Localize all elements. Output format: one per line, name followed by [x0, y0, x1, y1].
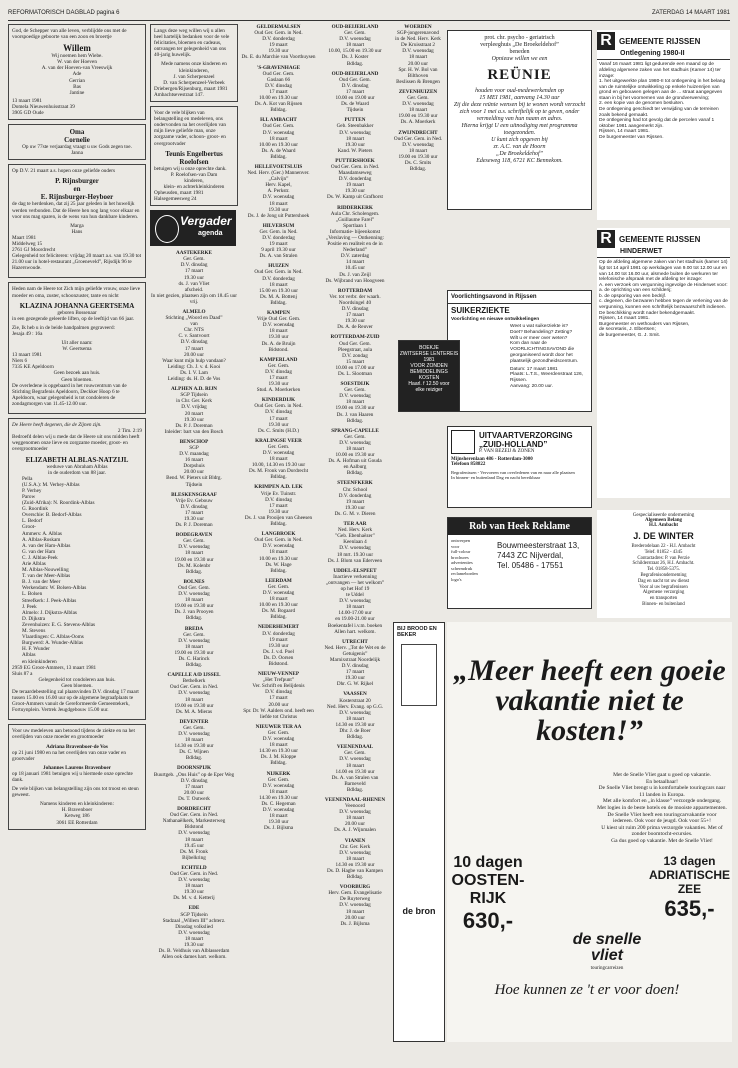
agenda-item [150, 765, 238, 802]
agenda-item-body: Ger. Gem. D.V. woensdag 18 maart 14.00 en 19.30 uur Ds. A. van Stralen van Barneveld Bdldag. [331, 750, 379, 793]
elizabeth-intro: De Heere heeft degenen, die de Zijnen zijn. [12, 422, 102, 429]
willem-say: Wij noemen hem Wiebe. [51, 53, 103, 60]
agenda-item-body: Oud Ger. Gem. D.V. woensdag 18 maart 19.00 en 19.30 uur Ds. J. van Prooyen Bdldag. [174, 584, 214, 622]
ad-de-winter [597, 510, 730, 618]
agenda-item-body: Ger. Gem. D.V. woensdag 18 maart 19.00 en 19.30 uur Ds. M. Kolenbr Bdldag. [174, 538, 214, 575]
elizabeth-age: in de ouderdom van 88 jaar. [48, 469, 106, 476]
agenda-item [241, 724, 316, 767]
dank-names: Mede namens onze kinderen en kleinkinderen, J. van Scherpenzeel D. van Scherpenzeel-Verbeek [161, 61, 227, 86]
trip2-dest: ADRIATISCHE ZEE [648, 868, 731, 896]
column-3 [241, 24, 316, 1054]
agenda-item-body: SGP D.V. maandag 16 maart Dorpshuis 20.00 uur Bend. W. Pieters uit Bldrg. Tijdsein [166, 444, 222, 488]
dank-text: Langs deze weg willen wij u allen heel hartelijk bedanken voor de vele felicitaties, bloemen en cadeaus, ontvangen ter gelegenheid van ons 40-jarig huwelijk. [154, 28, 230, 59]
agenda-item-title: VOORBURG [339, 884, 371, 891]
ad-rijnsburger [8, 164, 146, 278]
agenda-item [241, 65, 316, 114]
agenda-item-title: DOORNSPIJK [176, 765, 211, 772]
agenda-item-title: UTRECHT [342, 638, 368, 645]
agenda-item-body: Ger. Gem. D.V. woensdag 18 maart 19.00 en 19.30 uur Ds. C. Harinck Bdldag. [174, 631, 214, 669]
agenda-item-title: SPRANG-CAPELLE [331, 427, 379, 434]
gem2-sub: HINDERWET [620, 248, 663, 256]
rijssen-logo-icon: R [597, 32, 615, 50]
agenda-item-title: H.I. AMBACHT [260, 117, 297, 124]
agenda-item-body: Chr. Ger. Kerk D.V. woensdag 18 maart 14.30 en 19.30 uur Ds. D. Hagbe van Kampen Bdldag. [327, 843, 383, 881]
dank2-sign: P. Roelofsen-van Dam kinderen, klein- en achterkleinkinderen [163, 171, 225, 190]
rob-title: Rob van Heek Reklame [448, 518, 591, 535]
agenda-item-body: Oud Ger. Gem. in Ned. D.V. donderdag 19 maart 19.30 uur Ds. E. du Marchie van Voorthuysen [241, 30, 316, 61]
agenda-item-body: Ned. Herv. Kerk "Geb. Ebenhaëzer" Keenlaan 4 D.V. woensdag 18 mrt. 19.30 uur Ds. J. Blom van Ederveen [327, 527, 383, 564]
suiker-title1: Voorlichtingsavond in Rijssen [448, 291, 591, 304]
agenda-item-body: Oud Ger. Gem. D.V. woensdag 18 maart 10.00 en 19.30 uur Ds. A. de Waard Bdldag. [258, 123, 299, 160]
dank2-thanks: betuigen wij u onze oprechte dank. [154, 165, 227, 172]
willem-parents: W. van der Hoeven A. van der Hoeven-van Vreeswijk Ade Gerrian Bas Jantine [41, 59, 113, 96]
agenda-item [321, 334, 389, 377]
suiker-title2: SUIKERZIEKTE [451, 306, 510, 315]
agenda-item-title: HELLEVOETSLUIS [254, 163, 303, 170]
agenda-item-title: RIDDERKERK [337, 204, 373, 211]
book-cover-icon [401, 644, 437, 706]
agenda-item-title: VAASSEN [343, 691, 367, 698]
uitv-title: UITVAARTVERZORGING [479, 430, 573, 440]
agenda-item-title: VEENENDAAL-RHENEN [324, 796, 386, 803]
agenda-item [321, 381, 389, 424]
agenda-item [393, 130, 443, 173]
agenda-item [150, 865, 238, 902]
agenda-item [321, 117, 389, 154]
dewint-text: Brederodelaan 22 - H.I. Ambacht Telef. 01852 - 4345 Contactadres: P. van Perzie Schilderstraat 26, H.I. Ambacht. Tel. 01858-5375. Begrafenisonderneming Dag en nacht tot uw dienst Voor al uw begrafenissen Algemene verzorging en transporten Binnen- en buitenland [631, 544, 696, 607]
agenda-item-title: NEDERHEMERT [257, 624, 300, 631]
willem-date: 13 maart 1981 [12, 97, 42, 104]
agenda-item-body: Veenoord D.V. woensdag 18 maart 20.00 uur Ds. A. J. Wijnmalen [334, 803, 376, 834]
klazina-text: Zie, Ik heb u in de beide handpalmen gegraveerd: Jesaja 49 : 16a [12, 324, 115, 337]
adriana-name: Adriana Bravenboer-de Vos [46, 743, 108, 750]
elizabeth-verse: 2 Tim. 2:19 [117, 428, 142, 435]
agenda-item [241, 484, 316, 527]
trip-adriatische-zee[interactable] [647, 854, 732, 922]
rijns-kids: Marga Hans [70, 222, 84, 235]
agenda-item-title: VIANEN [344, 837, 366, 844]
uitv-sub: P. VAN BEZEIJ & ZONEN [479, 448, 535, 454]
reunie-text: houden voor oud-medewerkenden op 15 MEI 1981, aanvang 14.30 uur Zij die deze reünie wensen bij te wonen wordt verzocht zich voor 1 mei a.s. schriftelijk op te geven, onder vermelding van hun naam en adres. Hierna krijgt U een uitnodiging met programma toegezonden. U kunt zich opgeven bij zr. A.C. van de Hoorn „De Broekeldehof” Edeseweg 118, 6721 KC Bennekom. [453, 88, 586, 164]
klazina-age: in een gezegende geleerde liften, op de leeftijd van 66 jaar. [12, 315, 135, 322]
agenda-item-title: OUD-BEIJERLAND [331, 24, 379, 30]
agenda-item-title: KRALINGSE VEER [255, 437, 302, 444]
agenda-item [150, 579, 238, 622]
elizabeth-name: ELIZABETH ALBLAS-NATZIJL [25, 455, 129, 464]
ad-klazina [8, 282, 146, 414]
dank2-place: Opheusden, maart 1981 Halsegemeesweg 24 [154, 189, 204, 203]
agenda-item-title: ROTTERDAM [337, 287, 373, 294]
agenda-item-body: Oud Ger. Gem. in Ned. D.V. woensdag 18 maart 19.30 uur Ds. M. v. d. Ketterij [169, 870, 219, 902]
bijbrood-brand: de bron [402, 906, 436, 916]
ad-bravenboer [8, 724, 146, 829]
rijns-names: P. Rijnsburger en E. Rijnsburger-Heyboer [40, 177, 114, 202]
agenda-item-title: PUTTERSHOEK [335, 157, 375, 164]
agenda-item-title: ECHTELD [181, 864, 207, 871]
agenda-item-title: ZWIJNDRECHT [398, 129, 438, 136]
agenda-item [241, 438, 316, 481]
agenda-item [321, 568, 389, 635]
dewint-name: J. DE WINTER [633, 531, 694, 541]
agenda-item-body: Inactieve verkenning „ontvangen — het welkom” op het Hof 19 te Uddel D.V. woensdag 18 maart 14.00-17.00 uur en 19.00-21.00 uur Boekentafel i.v.m. boeken Allen hart. welkom. [325, 573, 385, 635]
agenda-item-body: Stichting „Woord en Daad” van Chr. NTS C. v. Santvoort D.V. dinsdag 17 maart 20.00 uur Waar kunt mijn hulp vandaan? Leiding: Ch. J. v. d. Kooi Ds. I. V. Lam Leiding: ds. H. D. de Vos [162, 315, 226, 383]
ad-uitvaartverzorging [447, 426, 592, 508]
ad-elizabeth [8, 418, 146, 720]
agenda-item [241, 771, 316, 832]
agenda-item [150, 309, 238, 382]
agenda-item-body: Ger. Gem. D.V. woensdag 18 maart 10.00, 15.00 en 19.30 uur Ds. J. Koster Bdldag. [328, 30, 382, 67]
agenda-item [321, 639, 389, 688]
klazina-more: De overledene is opgebaard in het rouwcentrum van de Stichting Begrafenis Apeldoorn, Deckker Hoop 6 te Apeldoorn, waar gelegenheid is tot condoleren de zondagmorgen van 11.45-12.00 uur. [12, 382, 127, 407]
agenda-item [150, 626, 238, 669]
header-left: REFORMATORISCH DAGBLAD pagina 6 [8, 10, 120, 16]
agenda-item-title: BENSCHOP [179, 438, 209, 445]
agenda-item-body: Bethelkerk Oud Ger. Gem. in Ned. D.V. woensdag 18 maart 19.00 en 19.30 uur Ds. M. A. Mieras [169, 678, 219, 715]
agenda-item-body: Ger. Gem. D.V. woensdag 18 maart 10.00 en 19.30 uur Ds. A. Hofman uit Gouda en Aalburg Bdldag. [328, 433, 382, 477]
agenda-item [321, 797, 389, 834]
snelle-vliet-sub: touringcarreizen [590, 966, 624, 971]
agenda-item-body: SGP Tijdsein in Chr. Ger. Kerk D.V. vrijdag 20 maart 19.30 uur Ds. P. J. Doreman Inleider: bart van den Bosch [164, 392, 224, 435]
ad-dank [150, 24, 238, 102]
ad-dank2 [150, 106, 238, 206]
elizabeth-widow: weduwe van Abraham Alblas [46, 463, 108, 470]
agenda-item-title: KINDERDIJK [261, 397, 296, 404]
suiker-sub: Voorlichting en nieuwe ontwikkelingen [451, 317, 540, 322]
agenda-item [241, 223, 316, 260]
oma-name: Oma Cornelie [64, 128, 90, 145]
rijns-intro: Op D.V. 21 maart a.s. hopen onze geliefde ouders [12, 168, 116, 175]
agenda-item-body: Oud Ger. Gem. in Ned. D.V. dinsdag 17 maart 19.30 uur Ds. C. Smits (H.D.) [254, 403, 303, 434]
agenda-item-body: Vrije Ev. Gebouw D.V. dinsdag 17 maart 19.30 uur Ds. P. J. Doreman [175, 497, 213, 529]
agenda-list-col2 [150, 250, 238, 960]
reunie-invite: Opnieuw willen we een [491, 56, 548, 62]
oma-text: Op uw 77ste verjaardag vraagt u uw Gods zegen toe. Janna [22, 144, 132, 157]
meer-text: Met de Snelle Vliet gaat u goed op vakantie. En betaalbaar! De Snelle Vliet brengt u in komfortabele touringcars naar 11 landen in Europa. Met alle komfort en „in klasse” verzorgde ondergang. Met logies in de beste hotels en de mooiste appartementen. De Snelle Vliet heeft een touringcarvakantie voor iedereen. Ook voor de jeugd. Ook voor 55+! U kiest uit ruim 200 prima verzorgde vakanties. Met of zonder boomtocht-ecursies. Ga dus goed op vakantie. Met de Snelle Vliet! [597, 772, 727, 844]
agenda-item [150, 806, 238, 861]
rijns-date: Maart 1981 Middelweg 15 2761 GJ Moordrecht [12, 234, 56, 254]
agenda-item-title: SOESTDIJK [340, 381, 370, 388]
johannes-name: Johannes Laurens Bravenboer [43, 764, 111, 771]
agenda-item-title: HILVERSUM [262, 222, 295, 229]
agenda-item-title: BODEGRAVEN [175, 532, 213, 539]
willem-address: Domela Nieuwenhuisstraat 39 3905 GD Oude [12, 103, 75, 117]
agenda-item-body: Oud Ger. Gem. in Ned. Nathanaëlkerk, Markesterweg Bidstond D.V. woensdag 18 maart 19.45 uur Ds. M. Fronk Bijbelkring [162, 812, 226, 861]
agenda-item-body: Ger. Gem. D.V. woensdag 18 maart 19.00 en 19.30 uur Ds. J. van Haaren Bdldag. [335, 387, 375, 424]
agenda-item [241, 578, 316, 621]
suiker-date: Datum: 17 maart 1981 Plaats: L.T.S., Weerdenstraat 126, Rijssen. Aanvang: 20.00 uur. [510, 366, 583, 389]
agenda-item-body: Ned. Herv. „Tot de Wet en de Getuigenis” Marnixstraat Noordelijk D.V. dinsdag 17 maart 19.30 uur Dhr. G. W. Rijkel [324, 644, 386, 688]
elizabeth-family: Pella (U.S.A.): M. Verhey-Alblas P. Verhey Parow (Zuid-Afrika): N. Roordink-Alblas G. Roordink Overschie: B. Bedorf-Alblas L. Bedorf Groot- Ammers: A. Alblas A. Alblas-Roskam A. van der Ham-Alblas G. van der Ham C. J. Alblas-Peek Arie Alblas M. Alblas-Nouwelling T. van der Meer-Alblas B. J. van der Meer Werkendam: W. Bolsen-Alblas L. Bolsen Streefkerk: J. Peek-Alblas J. Peek Almelo: J. Dijkstra-Alblas D. Dijkstra Zevenhuizen: E. G. Stevens-Alblas M. Stevens Vlaardingen: C. Alblas-Ooms Burgwerd: A. Wunder-Alblas H. F. Wunder Alblas en kleinkinderen [22, 475, 96, 665]
agenda-item-body: Ger. Gem. D.V. woensdag 18 maart 19.00 en 19.30 uur Ds. A. Moerkerk [398, 95, 438, 126]
ad-reunie [447, 30, 592, 210]
agenda-item [393, 24, 443, 85]
elizabeth-funeral: De teraardebestelling zal plaatsvinden D.V. dinsdag 17 maart tussen 15.00 en 16.00 uur op de algemene begraafplaats te Groot-Ammers vanuit de Gereformeerde Gemeentekerk, Fortuynplein. Vertrek Jeugdgebouw 15.00 uur. [12, 688, 139, 714]
agenda-item-body: Ned. Herv. (Ger.) Mannenver. „Calvijn” Herv. Kapel, A. Perkstr. D.V. woensdag 18 maart 19.30 uur Ds. J. de Jong uit Puttershoek [247, 170, 310, 219]
agenda-item-title: KAMPERLAND [259, 356, 298, 363]
agenda-item-title: NIEUW-VENNEP [257, 671, 300, 678]
agenda-item [321, 691, 389, 740]
uitv-name: „ZUID-HOLLAND” [479, 439, 548, 449]
boekje-text: BOEKJE ZWITSERSE LENTEREIS 1981 VOOR ZONDEN BEMIDDELINGS KOSTEN Haarl. f 12.50 voor elke reiziger [399, 345, 459, 393]
column-5 [393, 24, 443, 634]
agenda-item-body: Vrije Ev. Tuinstr. D.V. dinsdag 17 maart 19.30 uur Ds. J. van Prooijen van Gheesen Bdldag. [244, 490, 313, 528]
agenda-item [150, 532, 238, 575]
column-1 [8, 24, 146, 1054]
agenda-item-body: Ger. Gem. D.V. dinsdag 17 maart 19.30 uur Stud. A. Moerkerken [256, 362, 301, 394]
adriana-intro: Voor uw medeleven aan betoond tijdens de ziekte en na het overlijden van onze moeder en grootmoeder [12, 728, 135, 741]
vergader-agenda-logo [150, 210, 236, 246]
klazina-date: 13 maart 1981 Niers 6 7335 KE Apeldoorn [12, 352, 54, 371]
klazina-born: geboren Bossenaar [57, 309, 97, 316]
ad-gemeente-rijssen-hinderwet [597, 228, 730, 498]
johannes-date: op 18 januari 1981 betuigen wij u hiermede onze oprechte dank. [12, 770, 133, 783]
trip1-price: 630,- [462, 908, 514, 933]
agenda-item-title: ROTTERDAM-ZUID [330, 334, 380, 341]
agenda-item-body: Kosterstraat 20 Ned. Herv. Evang. op G.G. D.V. woensdag 18 maart 14.30 en 19.30 uur Dhr. J. de Boer Bdldag. [326, 697, 384, 741]
agenda-item [241, 117, 316, 160]
reunie-title: REÜNIE [487, 67, 552, 83]
agenda-item-title: DORDRECHT [177, 806, 211, 813]
agenda-item-body: D.V. donderdag 19 maart 19.30 uur Ds. J. v.d. Poel Ds. D. Oorsen Bidstond. [262, 630, 295, 667]
agenda-item-title: KAMPEN [266, 310, 291, 317]
header-right: ZATERDAG 14 MAART 1981 [651, 10, 730, 16]
meer-headline: „Meer heeft een goeie vakantie niet te kosten!” [453, 654, 726, 747]
agenda-item-body: Ger. Gem. D.V. woensdag 18 maart 14.30 en 19.30 uur Ds. C. Hegeman D.V. woensdag 18 maart 19.30 uur Ds. J. Bijlsma [258, 776, 299, 832]
agenda-item [321, 288, 389, 331]
klazina-sign: Uit aller naam: W. Geertsema [61, 340, 93, 353]
agenda-item [241, 310, 316, 353]
page-header [8, 8, 730, 21]
agenda-item-body: Ger. Gem. D.V. woensdag 18 maart 10.00, 14.30 en 19.30 uur Ds. M. Fronk van Dordrecht Bdldag. [248, 443, 309, 481]
dank2-name: Teunis Engelbertus Roelofsen [165, 149, 223, 166]
gem1-title: GEMEENTE RIJSSEN [619, 36, 701, 46]
agenda-item-title: GELDERMALSEN [256, 24, 301, 30]
agenda-item-body: Oud Ger. Gem. in Ned. Maasdamseweg D.V. donderdag 19 maart 19.30 uur Ds. W. Kamp uit Grafhorst [327, 163, 383, 201]
agenda-item-title: WOERDEN [404, 24, 432, 30]
adriana-more: op 21 juni 1980 en na het overlijden van onze vader en grootvader [12, 749, 126, 762]
agenda-word: agenda [198, 230, 223, 238]
agenda-item [321, 428, 389, 477]
uitvaart-logo-icon [451, 430, 475, 454]
column-2 [150, 24, 238, 1054]
gem2-text: Op de afdeling algemene zaken van het stadhuis (kamer 14) ligt tot 14 april 1981 op werkdagen van 9.00 tot 12.00 uur en van 14.00 tot 16.00 uur, alsmede buiten de werkuren ter telefonische afspraak met de afdeling ter inzage: A. een verzoek om vergunning ingevolge de Hinderwet voor: a. de oprichting van een schilderij; b. de opsporing van een bedrijf. c. degenen, die bezwaren hebben tegen de verlening van de vergunning, kunnen een schriftelijk bezwaarschrift indienen. De beschikking wordt nader bekendgemaakt. Rijssen, 14 maart 1981. Burgemeester en wethouders van Rijssen, de secretaris, J. Elbertsen; de burgemeester, G. J. Smit. [599, 260, 728, 339]
agenda-item [241, 357, 316, 394]
agenda-item-title: ALPHEN A.D. RIJN [170, 386, 218, 393]
agenda-item-title: STEENFKERK [337, 480, 373, 487]
gem1-sub: Ontlegening 1980-II [620, 50, 685, 58]
agenda-item-body: Vrije Oud Ger. Gem. D.V. woensdag 18 maart 19.30 uur Ds. A. de Bruijn Bidstond. [256, 316, 301, 353]
agenda-item-body: Ger. Gem. D.V. woensdag 18 maart 10.00 en 19.30 uur Ds. M. Bogaard Bdldag. [258, 583, 299, 621]
agenda-item [241, 671, 316, 720]
dewint-sub: Algemeen Belang H.I. Ambacht [644, 518, 683, 528]
agenda-item-title: UDDEL-ELSPEET [333, 567, 377, 574]
agenda-item [241, 164, 316, 219]
agenda-list-col4 [321, 24, 389, 927]
dank-place: Driebergen/Rijsenburg, maart 1981 Ambachtsevestraat 147. [154, 85, 228, 98]
johannes-sign: Namens kinderen en kleinkinderen: H. Bravenboer Ketweg 186 3061 EE Rotterdam [40, 801, 114, 826]
reunie-top: prot. chr. psycho - geriatrisch verpleeghuis „De Broekeldehof” beneden [480, 35, 559, 55]
agenda-item-body: Buurtgeb. „Ons Huis” op de Eper Weg D.V. dinsdag 17 maart 20.00 uur Ds. T. Outwerk [153, 771, 235, 802]
agenda-item-title: 'S-GRAVENHAGE [256, 64, 301, 71]
agenda-item-body: Oud Ger. Gem. in Ned. D.V. woensdag 18 maart 10.00 en 19.30 uur Ds. W. Hage Bdldag. [254, 537, 303, 574]
agenda-list-col5 [393, 24, 443, 172]
klazina-name: KLAZINA JOHANNA GEERTSEMA [19, 301, 135, 310]
agenda-item-title: HUIZEN [268, 263, 289, 270]
klazina-funeral: Geen bezoek aan huis. Geen bloemen. [53, 370, 101, 383]
rob-side: ontwerpen voor full-colour brochures advertenties schermdruk reclameborden logo's [451, 538, 478, 582]
agenda-item [321, 884, 389, 927]
snelle-vliet-logo: de snelle vliet [572, 931, 642, 964]
agenda-item [241, 263, 316, 306]
agenda-item-body: Ver. tot verbr. der waarh. Noordsingel 40 D.V. dinsdag 17 maart 19.30 uur Ds. A. de Reuver [329, 293, 381, 331]
agenda-item-body: Ger. Gem. D.V. woensdag 18 maart 14.30 en 19.30 uur Ds. J. M. Kloppe Bdldag. [258, 729, 299, 767]
agenda-item-title: AASTEKERKE [175, 250, 213, 257]
agenda-item-title: TER AAR [343, 521, 367, 528]
agenda-item-title: EDE [188, 905, 200, 912]
agenda-item-body: Ger. Gem. in Ned. D.V. donderdag 19 maart 9 april 19.30 uur Ds. A. van Stralen [259, 228, 298, 260]
agenda-item-body: Chr. School D.V. donderdag 19 maart 19.30 uur Ds. G. M. v. Dieren [334, 486, 376, 517]
agenda-item [321, 744, 389, 793]
agenda-item [150, 386, 238, 435]
trip1-days: 10 dagen [453, 854, 523, 871]
agenda-item [241, 531, 316, 574]
agenda-item-body: SGP Tijdsein Stadzaal „Willem III” achterz. Dinsdag volkslied D.V. woensdag 18 maart 19.30 uur Ds. B. Veldhuis van Alblasserdam Allen ook dames hart. welkom. [158, 911, 230, 961]
agenda-item-body: Herv. Gem. Evangelisatie De Ruyterweg D.V. woensdag 18 maart 20.00 uur Ds. J. Bijlsma [328, 890, 382, 927]
agenda-item [150, 672, 238, 715]
uitv-addr: Mijnsherenlaan 486 - Rotterdam-3000 Telefoon 858822 [451, 457, 533, 467]
vergader-word: Vergader [180, 214, 232, 229]
gem1-text: Vanaf 16 maart 1981 ligt gedurende een maand op de afdeling algemene zaken van het stadhuis (Kamer 14) ter inzage: 1. het uitgewerkte plan 1980-II tot ontlegening in het belang van de ruimtelijke ontwikkeling op enkele huizenrijen van grond en gebouwen gelegen aan de ... straat aangegeven staan in bij het voornemen van de grondverwerving; 2. een kopie van de genomen besluiten. De ontlegening geschiedt ter verwijding van de terreinen zoals bekend gemaakt. De ontlegening had tot gevolg dat de percelen vanaf 1 oktober 1981 aangemerkt zijn. Rijssen, 14 maart 1981. De burgemeester van Rijssen. [599, 62, 726, 141]
ad-boekje [398, 340, 460, 412]
agenda-item [321, 71, 389, 114]
agenda-logo-icon [155, 215, 179, 243]
agenda-item [150, 905, 238, 960]
johannes-text: De vele blijken van belangstelling zijn ons tot troost en steun geweest. [12, 786, 139, 799]
rob-address: Bouwmeesterstraat 13, 7443 ZC Nijverdal, Tel. 05486 - 17551 [497, 541, 580, 570]
trip2-price: 635,- [664, 896, 715, 921]
agenda-list-col3 [241, 24, 316, 831]
agenda-item-title: NIEUWER TER AA [255, 723, 302, 730]
agenda-item-title: BOLNES [183, 578, 205, 585]
agenda-item-title: LANGBROEK [261, 531, 296, 538]
agenda-item [321, 838, 389, 881]
agenda-item [150, 439, 238, 488]
agenda-item [150, 492, 238, 529]
ad-suikerziekte [447, 290, 592, 412]
agenda-item [150, 250, 238, 305]
elizabeth-notice: Gelegenheid tot condoleren aan huis. Geen bloemen. [38, 676, 116, 689]
ad-willem [8, 24, 146, 120]
meer-slogan: Hoe kunnen ze 't er voor doen! [494, 982, 680, 998]
ad-bij-brood-en-beker [393, 622, 445, 1042]
agenda-item-body: Oud Ger. Gem. D.V. dinsdag 17 maart 10.00 en 19.00 uur Ds. de Waard Tijdsein [335, 76, 375, 114]
agenda-item [393, 89, 443, 126]
agenda-item-title: ALMELO [182, 309, 206, 315]
agenda-item [321, 24, 389, 67]
agenda-item [241, 24, 316, 61]
trip2-days: 13 dagen [663, 854, 716, 868]
dank2-text: Voor de vele blijken van belangstelling en medeleven, ons ondervonden na het overlijden van mijn lieve geliefde man, onze zorgzame vader, schoon- groot- en overgrootvader [154, 110, 227, 147]
dewint-top: Gespecialiseerde onderneming [632, 513, 695, 518]
agenda-item-title: OUD-BEIJERLAND [331, 70, 379, 77]
agenda-item-body: Ger. Gem. D.V. woensdag 18 maart 14.30 en 19.30 uur Ds. C. Wijnen Bdldag. [174, 724, 214, 762]
agenda-item-title: BREDA [184, 625, 204, 632]
agenda-item-body: SGP-jongerenavond in de Ned. Herv. Kerk De Kruisstraat 2 D.V. woensdag 18 maart 20.00 uur Spr. H. W. Bol van Bilthoven Beslissen & Brengen [395, 30, 441, 85]
agenda-item-body: Geb. Steenbakker D.V. woensdag 18 maart 19.30 uur Kand. W. Pieters [336, 123, 374, 154]
klazina-intro: Heden nam de Heere tot Zich mijn geliefde vrouw, onze lieve moeder en oma, zuster, schoonzuster, tante en nicht [12, 286, 141, 299]
uitv-foot: Begrafenissen - Vervoeren van overledenen van en naar alle plaatsen In binnen- en buitenland Dag en nacht bereikbaar [451, 470, 575, 480]
rijns-reception: Gelegenheid tot feliciteren: vrijdag 20 maart a.s. van 19.30 tot 21.00 uur in hotel-restaurant „Groeneveld”, Rijsdijk 96 te Hazerswoude. [12, 253, 142, 272]
agenda-item [321, 521, 389, 564]
trip1-dest: OOSTEN-RIJK [451, 872, 525, 907]
agenda-item [321, 480, 389, 517]
agenda-item-body: „Het Trefpunt” Ver. Schrift en Belijdenis D.V. dinsdag 17 maart 20.00 uur Spr. Dr. W. Aalders ond. heeft een liefde tot Christus [243, 677, 314, 720]
agenda-item-title: LEERDAM [265, 577, 292, 584]
willem-intro: God, de Schepper van alle leven, verblijdde ons met de voorspoedige geboorte van een zoon en broertje [12, 28, 127, 41]
ad-gemeente-rijssen-ontlegening [597, 30, 730, 220]
agenda-item-title: NIJKERK [266, 770, 291, 777]
trip-oostenrijk[interactable] [447, 854, 529, 934]
agenda-item-title: DEVENTER [179, 718, 209, 725]
ad-snelle-vliet [447, 622, 732, 1042]
ad-oma [8, 124, 146, 160]
agenda-item-body: Oud Ger. Gem. in Ned. D.V. donderdag 18 maart 15.00 en 19.30 uur Ds. M. A. Bottenj Bdldag. [254, 269, 303, 306]
agenda-item-body: Oud Ger. Gem. in Ned. D.V. woensdag 18 maart 19.00 en 19.30 uur Ds. C. Smits Bdldag. [393, 135, 443, 173]
agenda-item-title: PUTTEN [344, 117, 366, 124]
bijbrood-title: BIJ BROOD EN BEKER [397, 626, 437, 638]
agenda-item-title: KRIMPEN A.D. LEK [254, 484, 303, 491]
agenda-item [241, 397, 316, 434]
ad-rob-van-heek [447, 517, 592, 609]
elizabeth-date: 2959 EG Groot-Ammers, 13 maart 1981 Sluis 87 a [12, 664, 97, 677]
agenda-item-body: Aula Chr. Scholengem. „Guillaume Farel” Sportlaan 1 Informatie- bijeenkomst „Verslaving — Ontkenning: Positie en realiteit en de in Nederland” D.V. zaterdag 14 maart 10.45 uur Ds. J. van Zeijl Ds. Wijbrand van Hoogveen [325, 210, 385, 284]
agenda-item [321, 205, 389, 284]
agenda-item [241, 624, 316, 667]
agenda-item [150, 719, 238, 762]
agenda-item [321, 158, 389, 201]
agenda-item-title: ZEVENHUIZEN [398, 88, 438, 95]
agenda-item-title: BLESKENSGRAAF [171, 491, 217, 498]
willem-name: Willem [63, 43, 91, 54]
rijssen-logo-icon: R [597, 230, 615, 248]
agenda-item-title: CAPELLE A/D IJSSEL [167, 672, 221, 679]
agenda-item-title: VEENENDAAL [336, 744, 374, 751]
suiker-text: Weet u wat suikerziekte is? Doet? Behandeling? Zetting? Wilt u er meer over weten? Kom dan naar de VOORLICHTINGSAVOND die georganiseerd wordt door het plaatselijk gezondheidscentrum. [510, 324, 579, 364]
gem2-title: GEMEENTE RIJSSEN [619, 234, 701, 244]
agenda-item-body: Ger. Gem. D.V. dinsdag 17 maart 19.30 uur ds. J. van Vliet afscheid. In niet gezien, plaatsen zijn om 18.45 uur vrij. [150, 256, 237, 305]
column-4 [321, 24, 389, 1054]
rijns-text: de dag te herdenken, dat zij 25 jaar geleden in het huwelijk werden verbonden. Dat de Heere hen nog lang voor elkaar en voor ons mag sparen, is de wens van hun dankbare kinderen. [12, 201, 140, 220]
elizabeth-text: Bedroefd delen wij u mede dat de Heere uit ons midden heeft weggenomen onze lieve en zorgzame moeder, groot- en overgrootmoeder [12, 434, 140, 453]
agenda-item-body: Oud Ger. Gem. Gaslaan 66 D.V. dinsdag 17 maart 10.00 en 19.30 uur Ds. A. Kot van Rijssen Bdldag. [254, 70, 303, 114]
agenda-item-body: Oud Ger. Gem. Pleegstraat, aula D.V. zondag 15 maart 10.00 en 17.00 uur Ds. L. Slootman [335, 340, 375, 377]
